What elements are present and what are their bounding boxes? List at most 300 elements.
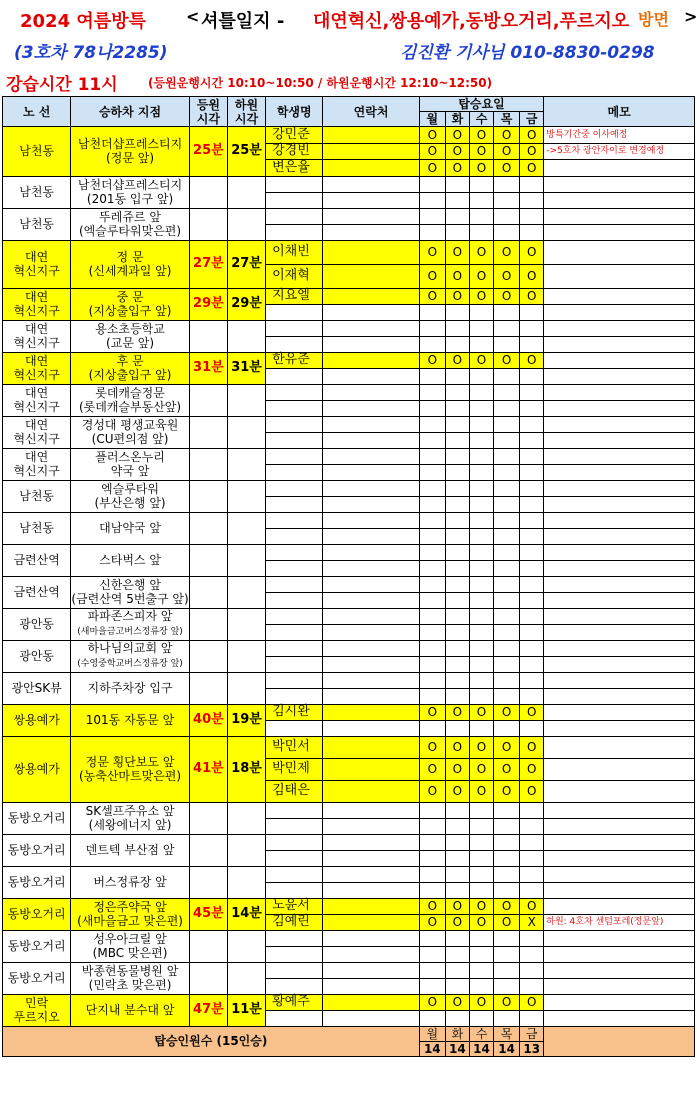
board-time: 27분 [189,240,227,288]
day-mark [494,624,520,640]
day-mark [494,576,520,592]
day-mark: O [520,898,544,914]
day-mark: O [520,143,544,160]
stop-cell [71,448,190,480]
drop-time [227,176,265,208]
day-mark [520,608,544,624]
student-name [266,528,323,544]
stop-label: 대남약국 앞 [99,521,161,536]
drop-time [227,512,265,544]
student-name: 김태은 [266,780,323,802]
student-name [266,416,323,432]
col-contact: 연락처 [323,97,419,127]
stop-cell [71,736,190,802]
route-cell [3,320,71,352]
board-time [189,208,227,240]
memo-cell [544,834,695,850]
day-mark: O [520,780,544,802]
student-name: 변은율 [266,160,323,177]
day-mark [494,688,520,704]
day-mark [445,818,469,834]
contact-cell [323,624,419,640]
table-row [3,866,695,882]
route-cell [3,480,71,512]
route-cell [3,962,71,994]
stop-label: (롯데캐슬부동산앞) [78,400,182,415]
day-mark [419,176,445,192]
student-name [266,224,323,240]
contact-cell [323,688,419,704]
stop-cell [71,127,190,177]
table-row [3,480,695,496]
drop-time [227,834,265,866]
contact-cell [323,946,419,962]
day-mark [494,224,520,240]
memo-cell [544,480,695,496]
stop-label: 버스정류장 앞 [93,875,167,890]
contact-cell [323,336,419,352]
contact-cell [323,464,419,480]
stop-label: (새마을금고버스정류장 앞) [77,627,183,638]
day-mark [445,850,469,866]
day-mark: O [494,758,520,780]
memo-cell [544,592,695,608]
memo-cell [544,416,695,432]
day-mark [419,416,445,432]
day-mark: O [494,780,520,802]
table-row [3,320,695,336]
day-mark [520,544,544,560]
day-mark [419,818,445,834]
day-mark: O [445,264,469,288]
day-mark [469,640,493,656]
day-mark: O [520,127,544,144]
day-mark [419,802,445,818]
day-mark [419,930,445,946]
route-cell [3,866,71,898]
day-mark: O [445,288,469,304]
student-name [266,560,323,576]
stop-label: (수영중학교버스정류장 앞) [77,659,183,670]
day-mark [469,560,493,576]
memo-cell [544,208,695,224]
memo-cell [544,176,695,192]
day-mark [445,946,469,962]
direction-label: 방면 [638,10,669,29]
day-mark: O [419,160,445,177]
day-mark: O [469,736,493,758]
student-name [266,946,323,962]
route-label: 광안SK뷰 [11,681,62,696]
board-time [189,512,227,544]
student-name [266,672,323,688]
route-cell [3,802,71,834]
table-row [3,352,695,368]
day-mark: O [419,736,445,758]
table-row [3,416,695,432]
memo-cell: ->5호차 광안자이로 변경예정 [544,143,695,160]
student-name [266,640,323,656]
day-mark [494,208,520,224]
drop-time [227,480,265,512]
day-mark [520,320,544,336]
stop-label: (교문 앞) [106,336,155,351]
table-row [3,640,695,656]
day-mark: O [494,264,520,288]
table-row [3,176,695,192]
day-mark [469,834,493,850]
memo-cell [544,336,695,352]
route-cell [3,448,71,480]
contact-cell [323,143,419,160]
day-mark [520,384,544,400]
day-mark [469,432,493,448]
contact-cell [323,264,419,288]
day-mark [469,672,493,688]
memo-cell [544,288,695,304]
day-mark: O [445,914,469,930]
day-mark [494,834,520,850]
day-mark [419,1010,445,1026]
memo-cell [544,994,695,1010]
day-mark [445,978,469,994]
board-time [189,480,227,512]
student-name [266,962,323,978]
stop-label: 정문 횡단보도 앞 [85,755,175,770]
col-day-wed: 수 [469,112,493,127]
route-label: 쌍용예가 [13,762,60,777]
day-mark [419,224,445,240]
contact-cell [323,288,419,304]
day-mark [469,1010,493,1026]
day-mark [520,624,544,640]
board-time [189,576,227,608]
day-mark [494,866,520,882]
drop-time [227,608,265,640]
day-mark: O [469,898,493,914]
memo-cell [544,624,695,640]
day-mark [520,416,544,432]
drop-time [227,544,265,576]
contact-cell [323,866,419,882]
day-mark: O [520,288,544,304]
day-mark [469,978,493,994]
route-label: 동방오거리 [7,843,66,858]
paren-close: > [684,7,697,26]
stop-label: 101동 자동문 앞 [85,713,175,728]
footer-count: 14 [419,1041,445,1056]
run-times: (등원운행시간 10:10~10:50 / 하원운행시간 12:10~12:50) [148,76,493,90]
day-mark: O [469,758,493,780]
day-mark [419,368,445,384]
stop-label: 하나님의교회 앞 [87,641,173,656]
route-label: 남천동 [19,489,55,504]
table-row [3,994,695,1010]
day-mark [419,672,445,688]
route-cell [3,640,71,672]
drop-time [227,416,265,448]
day-mark [419,866,445,882]
stop-cell [71,352,190,384]
day-mark [469,962,493,978]
stop-cell [71,898,190,930]
day-mark: O [469,240,493,264]
stop-cell [71,640,190,672]
day-mark [520,930,544,946]
day-mark: O [469,914,493,930]
day-mark: O [494,160,520,177]
day-mark [520,818,544,834]
route-label: 금련산역 [13,553,60,568]
contact-cell [323,496,419,512]
contact-cell [323,480,419,496]
day-mark [445,336,469,352]
contact-cell [323,1010,419,1026]
day-mark: O [494,240,520,264]
col-days-group: 탑승요일 [419,97,544,112]
col-memo: 메모 [544,97,695,127]
board-time [189,802,227,834]
drop-time [227,930,265,962]
route-cell [3,176,71,208]
board-time [189,320,227,352]
student-name: 이재혁 [266,264,323,288]
route-cell [3,512,71,544]
day-mark [445,656,469,672]
day-mark [494,882,520,898]
stop-label: (신세계과일 앞) [88,264,172,279]
day-mark [445,576,469,592]
memo-cell [544,962,695,978]
day-mark: O [494,736,520,758]
route-cell [3,384,71,416]
student-name [266,464,323,480]
day-mark [469,400,493,416]
memo-cell: 하원: 4호차 센텀포레(정문앞) [544,914,695,930]
student-name [266,192,323,208]
memo-cell [544,264,695,288]
stop-label: 롯데캐슬정문 [95,386,165,401]
day-mark [419,320,445,336]
table-row [3,672,695,688]
col-day-thu: 목 [494,112,520,127]
day-mark [520,304,544,320]
route-label: 대연 [25,290,49,305]
student-name: 박민서 [266,736,323,758]
table-row [3,208,695,224]
board-time [189,416,227,448]
day-mark [469,224,493,240]
day-mark [445,192,469,208]
contact-cell [323,352,419,368]
route-cell [3,930,71,962]
memo-cell [544,736,695,758]
memo-cell [544,320,695,336]
board-time: 45분 [189,898,227,930]
board-time [189,384,227,416]
day-mark: O [445,143,469,160]
stop-label: 정은주약국 앞 [93,900,167,915]
contact-cell [323,672,419,688]
stop-cell [71,672,190,704]
col-student: 학생명 [266,97,323,127]
drop-time [227,448,265,480]
vehicle-number: (3호차 78나2285) [14,43,168,63]
year-title: 2024 여름방특 [20,11,146,32]
contact-cell [323,416,419,432]
day-mark [469,368,493,384]
table-row [3,704,695,720]
day-mark: O [419,914,445,930]
route-label: 혁신지구 [13,400,60,415]
day-mark: O [445,780,469,802]
drop-time [227,384,265,416]
day-mark [419,834,445,850]
memo-cell: 방특기간중 이사예정 [544,127,695,144]
day-mark [419,304,445,320]
stop-label: 남천더샵프레스티지 [77,178,183,193]
stop-label: (정문 앞) [106,151,155,166]
contact-cell [323,656,419,672]
day-mark [520,496,544,512]
day-mark [469,512,493,528]
day-mark [419,528,445,544]
student-name: 박민제 [266,758,323,780]
drop-time: 27분 [227,240,265,288]
route-cell [3,288,71,320]
day-mark [419,336,445,352]
stop-label: 뚜레쥬르 앞 [99,210,161,225]
contact-cell [323,780,419,802]
contact-cell [323,898,419,914]
day-mark [419,208,445,224]
stop-cell [71,544,190,576]
board-time [189,672,227,704]
day-mark [445,224,469,240]
route-cell [3,608,71,640]
stop-cell [71,240,190,288]
day-mark [520,802,544,818]
student-name [266,930,323,946]
route-cell [3,994,71,1026]
student-name [266,576,323,592]
memo-cell [544,720,695,736]
stop-cell [71,608,190,640]
contact-cell [323,368,419,384]
day-mark [469,624,493,640]
stop-label: 남천더샵프레스티지 [77,137,183,152]
day-mark [419,384,445,400]
board-time: 31분 [189,352,227,384]
day-mark [445,432,469,448]
stop-label: 박종현동물병원 앞 [81,964,179,979]
day-mark [469,208,493,224]
stop-label: (CU편의점 앞) [91,432,169,447]
contact-cell [323,320,419,336]
day-mark [494,480,520,496]
student-name [266,512,323,528]
memo-cell [544,352,695,368]
day-mark [520,480,544,496]
route-label: 동방오거리 [7,907,66,922]
day-mark: O [419,898,445,914]
day-mark [445,640,469,656]
contact-cell [323,882,419,898]
stop-label: (농축산마트맞은편) [78,769,182,784]
route-cell [3,704,71,736]
student-name [266,608,323,624]
memo-cell [544,898,695,914]
student-name: 이채빈 [266,240,323,264]
stop-cell [71,512,190,544]
contact-cell [323,384,419,400]
memo-cell [544,368,695,384]
day-mark [494,400,520,416]
board-time [189,544,227,576]
day-mark [494,192,520,208]
stop-label: (엑슬루타워맞은편) [78,224,182,239]
stop-label: 단지내 분수대 앞 [85,1003,175,1018]
day-mark: O [520,704,544,720]
memo-cell [544,866,695,882]
route-cell [3,576,71,608]
day-mark [520,978,544,994]
route-label: 혁신지구 [13,432,60,447]
table-row [3,834,695,850]
stop-cell [71,320,190,352]
student-name [266,720,323,736]
route-label: 푸르지오 [13,1010,60,1025]
memo-cell [544,672,695,688]
day-mark: O [419,143,445,160]
drop-time [227,640,265,672]
board-time: 47분 [189,994,227,1026]
shuttle-table [2,96,695,1057]
route-label: 남천동 [19,144,55,159]
memo-cell [544,560,695,576]
day-mark: O [520,352,544,368]
student-name [266,544,323,560]
route-cell [3,416,71,448]
day-mark: O [419,704,445,720]
day-mark [520,176,544,192]
route-label: 혁신지구 [13,368,60,383]
day-mark [494,608,520,624]
route-label: 대연 [25,322,49,337]
day-mark [445,416,469,432]
day-mark [494,336,520,352]
memo-cell [544,780,695,802]
stop-label: (지상출입구 앞) [88,368,172,383]
day-mark [520,866,544,882]
day-mark: O [494,127,520,144]
drop-time: 19분 [227,704,265,736]
day-mark [419,432,445,448]
contact-cell [323,736,419,758]
contact-cell [323,608,419,624]
day-mark [494,592,520,608]
day-mark: O [494,143,520,160]
col-board-time: 등원 시각 [189,97,227,127]
drop-time: 29분 [227,288,265,320]
contact-cell [323,850,419,866]
day-mark: O [469,352,493,368]
stop-cell [71,576,190,608]
contact-cell [323,834,419,850]
memo-cell [544,882,695,898]
student-name [266,850,323,866]
col-stop: 승하차 지점 [71,97,190,127]
